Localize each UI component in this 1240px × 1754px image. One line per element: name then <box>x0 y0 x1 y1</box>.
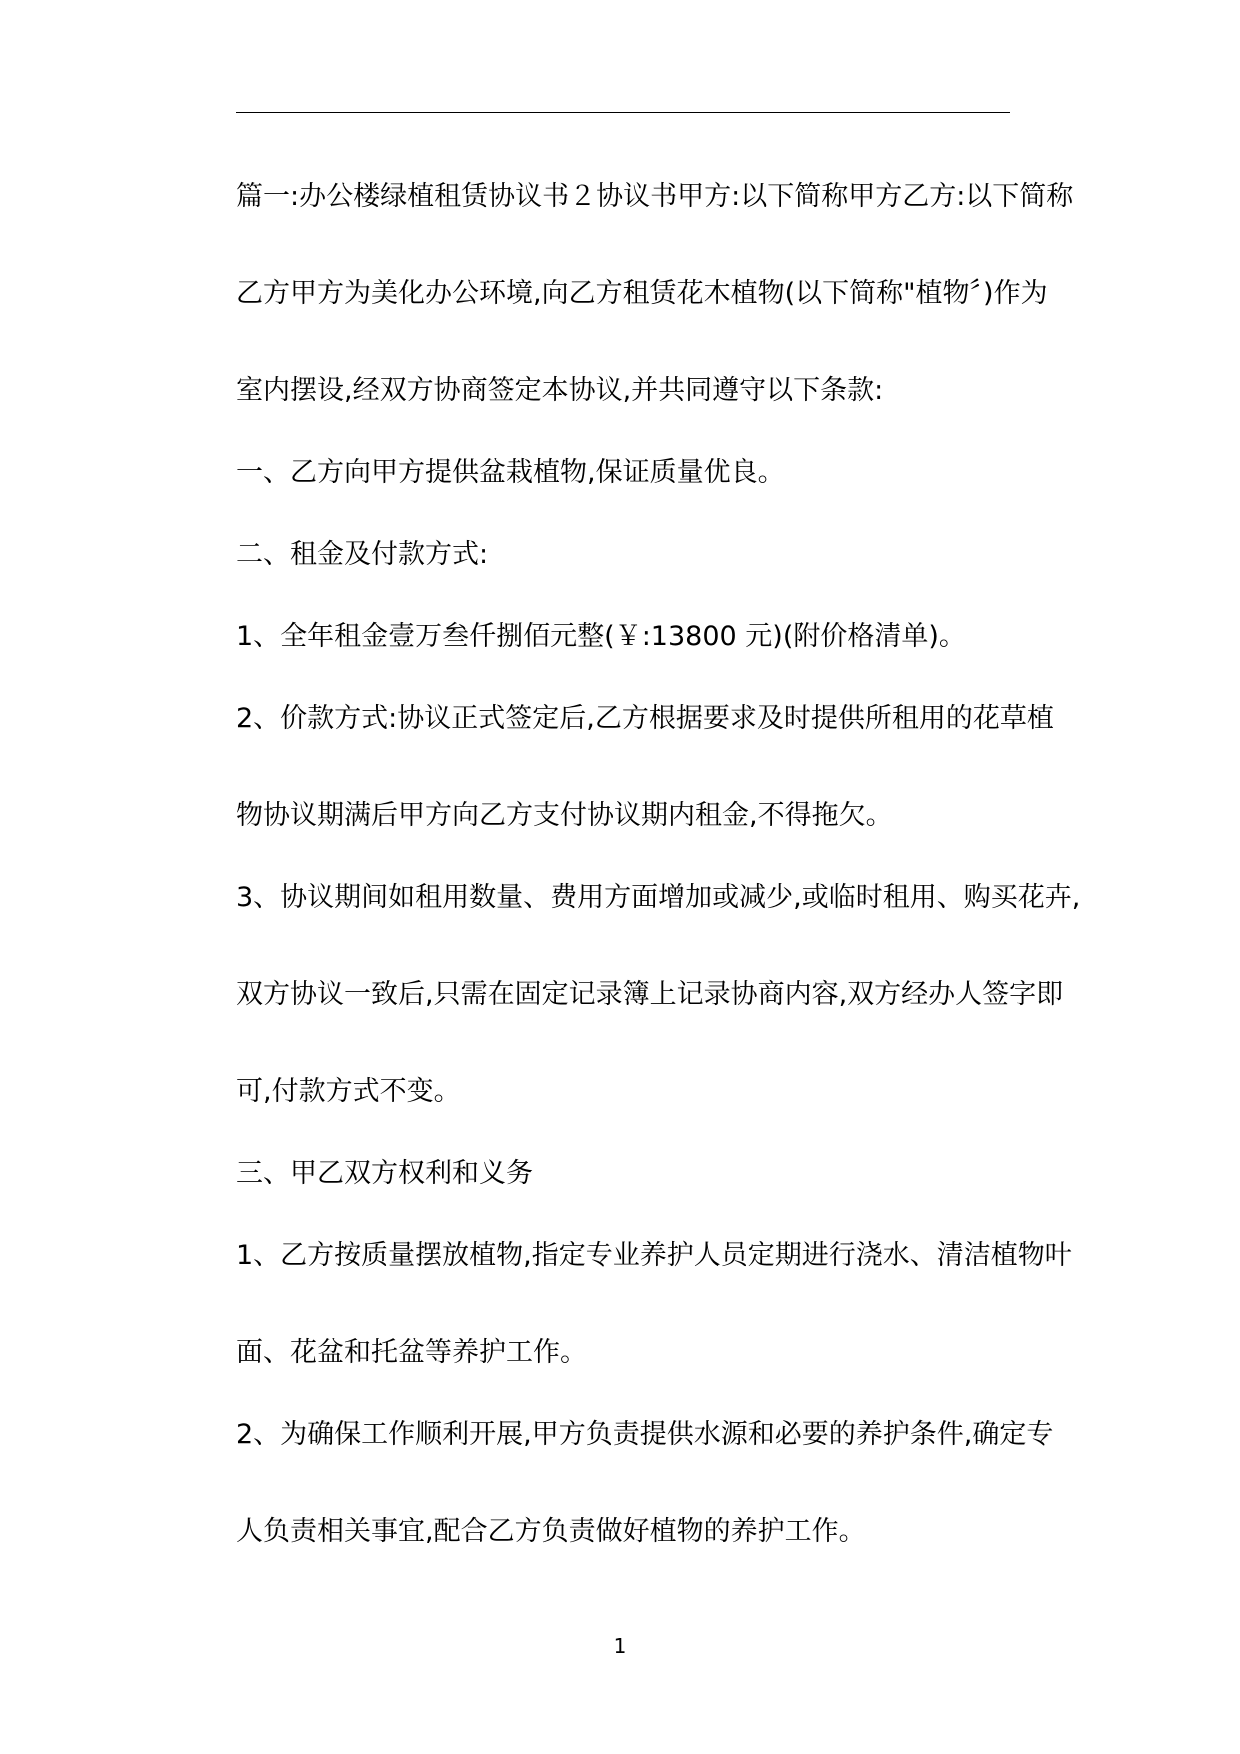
text-line: 一、乙方向甲方提供盆栽植物,保证质量优良。 <box>236 457 785 488</box>
text-line: 1、全年租金壹万叁仟捌佰元整(￥:13800 元)(附价格清单)。 <box>236 621 966 652</box>
text-line: 人负责相关事宜,配合乙方负责做好植物的养护工作。 <box>236 1516 866 1547</box>
text-line: 可,付款方式不变。 <box>236 1076 461 1107</box>
text-line: 二、租金及付款方式: <box>236 539 489 570</box>
text-line: 2、价款方式:协议正式签定后,乙方根据要求及时提供所租用的花草植 <box>236 703 1054 734</box>
text-line: 篇一:办公楼绿植租赁协议书２协议书甲方:以下简称甲方乙方:以下简称 <box>236 181 1074 212</box>
text-line: 物协议期满后甲方向乙方支付协议期内租金,不得拖欠。 <box>236 800 893 831</box>
text-line: 双方协议一致后,只需在固定记录簿上记录协商内容,双方经办人签字即 <box>236 979 1064 1010</box>
text-line: 室内摆设,经双方协商签定本协议,并共同遵守以下条款: <box>236 375 884 406</box>
text-line: 三、甲乙双方权利和义务 <box>236 1158 533 1189</box>
text-line: 2、为确保工作顺利开展,甲方负责提供水源和必要的养护条件,确定专 <box>236 1419 1054 1450</box>
text-line: 乙方甲方为美化办公环境,向乙方租赁花木植物(以下简称"植物〞)作为 <box>236 278 1048 309</box>
text-line: 面、花盆和托盆等养护工作。 <box>236 1337 587 1368</box>
page-number: 1 <box>613 1634 627 1658</box>
text-line: 3、协议期间如租用数量、费用方面增加或减少,或临时租用、购买花卉, <box>236 882 1081 913</box>
header-rule <box>236 112 1010 113</box>
text-line: 1、乙方按质量摆放植物,指定专业养护人员定期进行浇水、清洁植物叶 <box>236 1240 1072 1271</box>
